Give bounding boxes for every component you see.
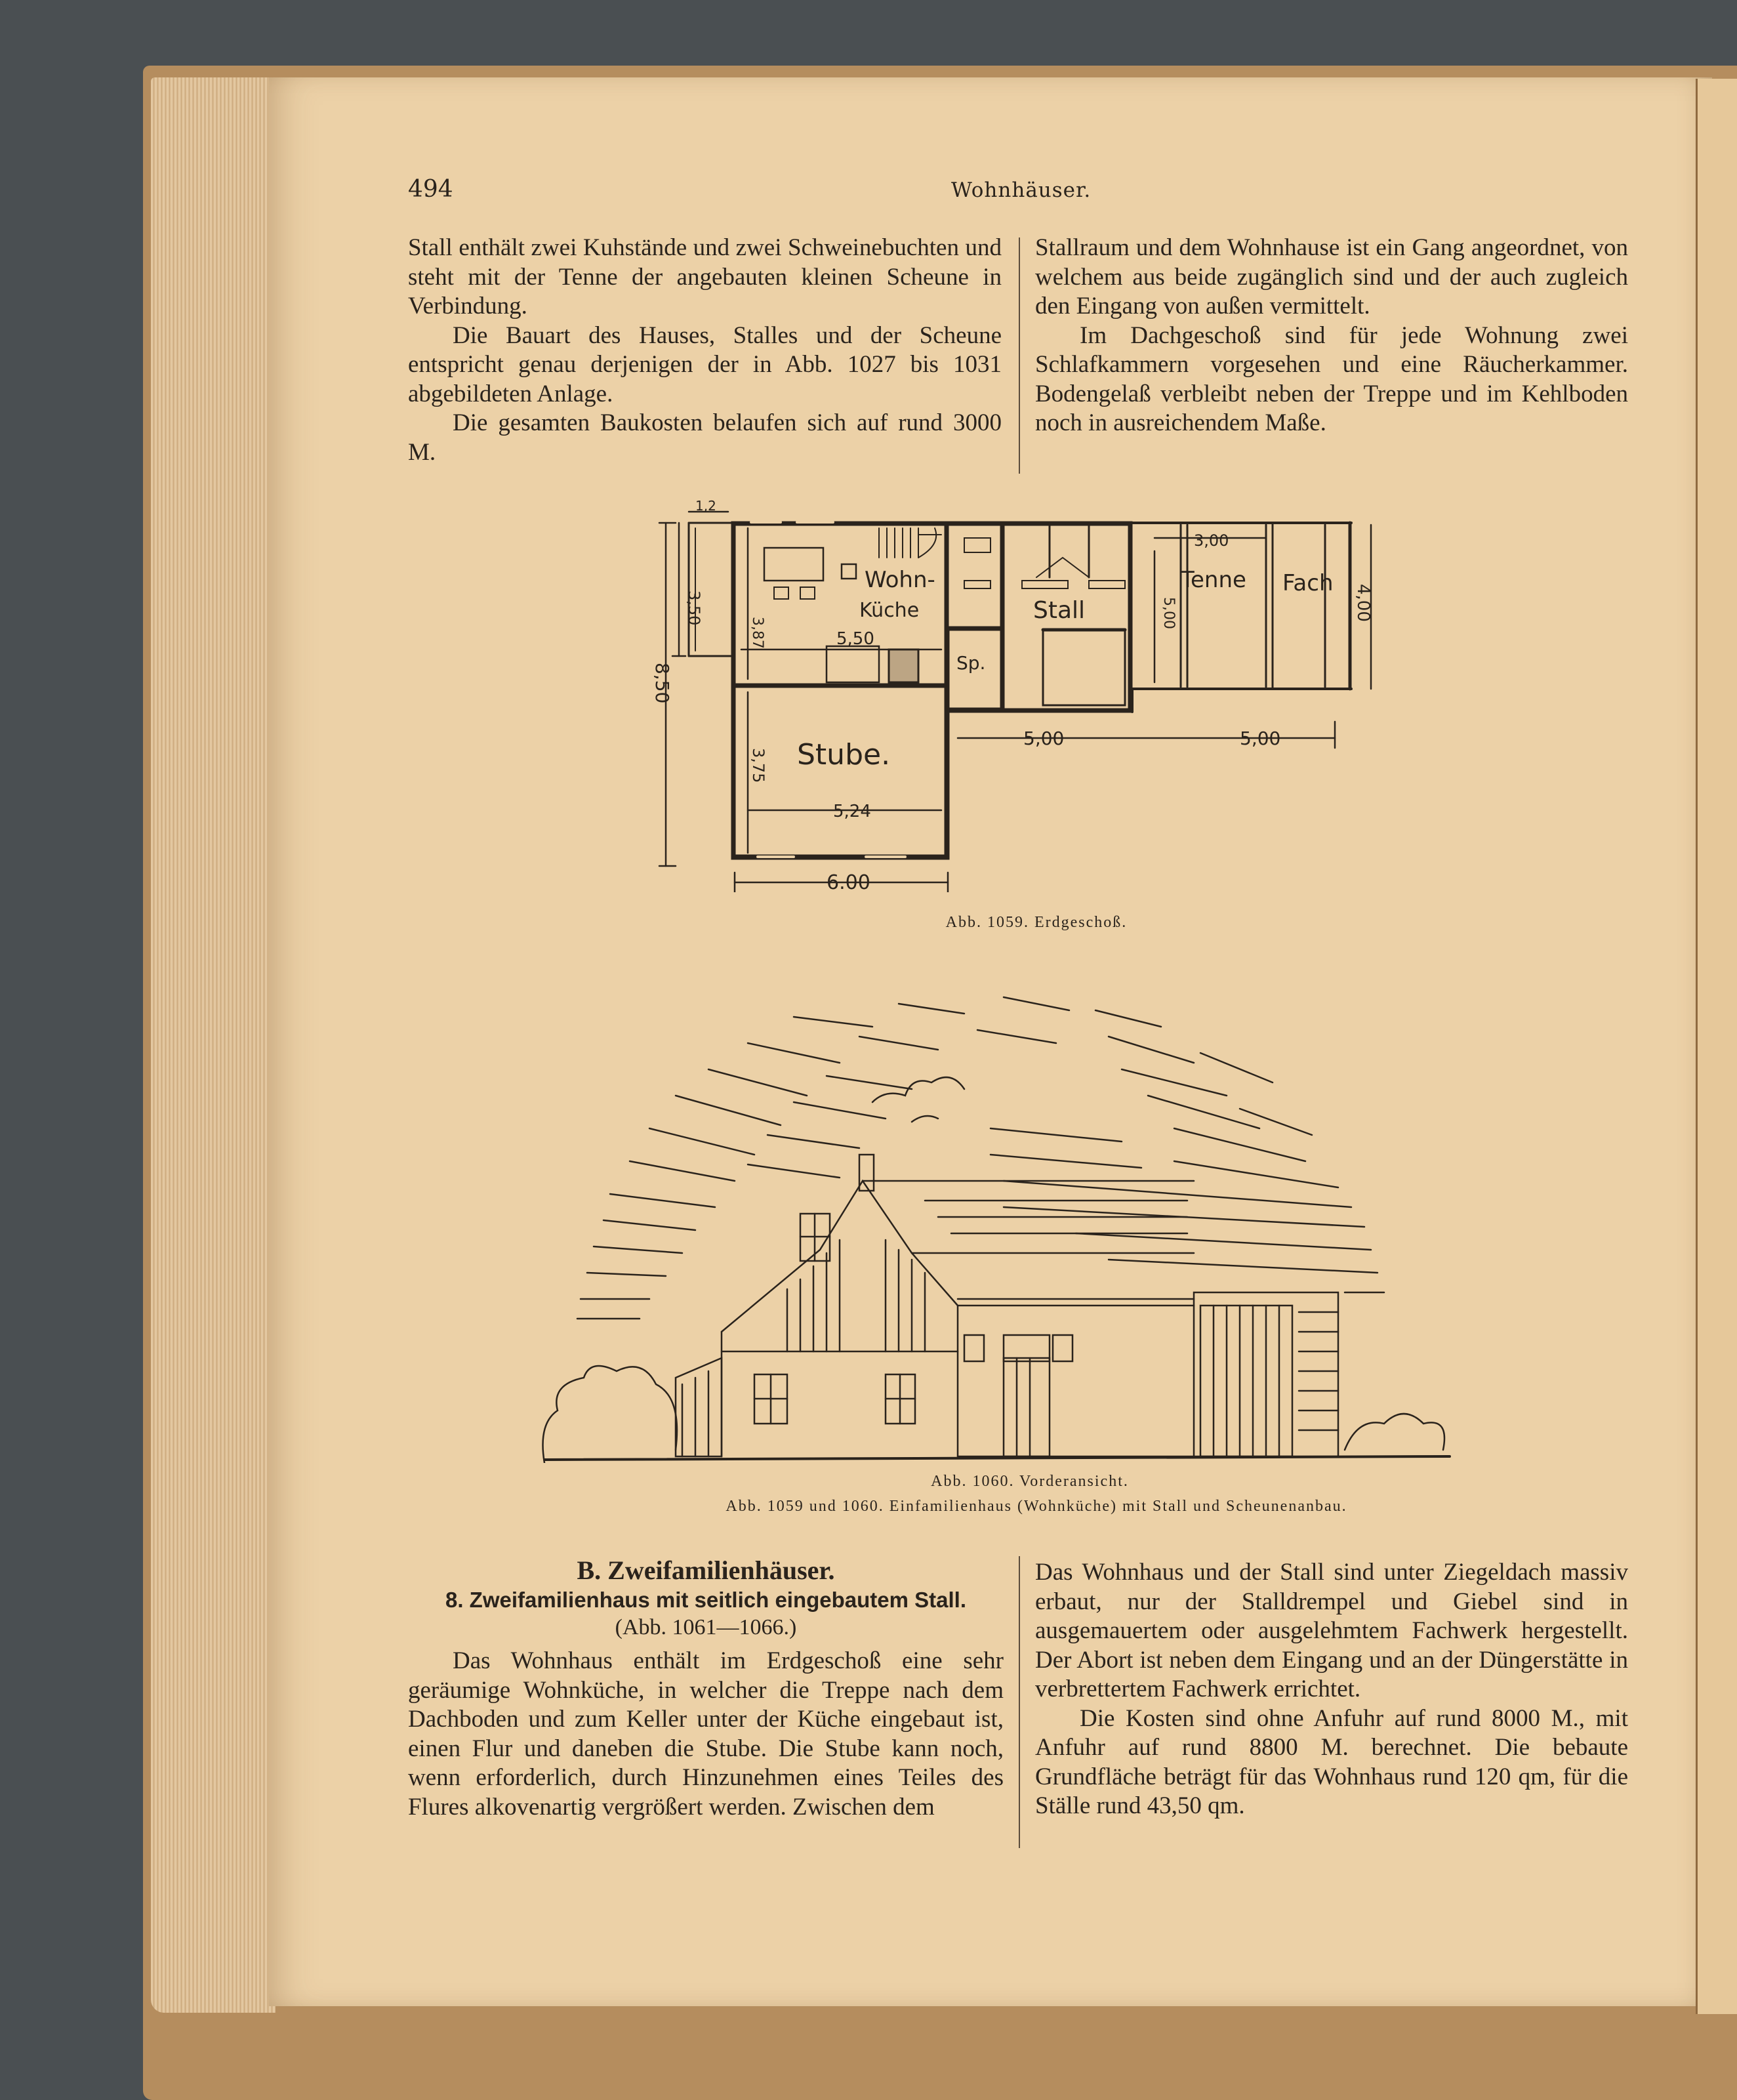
dimension-label: 3,00 [1194,531,1229,550]
paragraph: Die gesamten Baukosten belaufen sich auf rund 3000 M. [408,409,1002,466]
paragraph: Stallraum und dem Wohnhause ist ein Gang angeordnet, von welchem aus beide zugänglich sind und der auch zugleich den Eingang von außen vermittelt. [1035,234,1628,319]
running-title: Wohnhäuser. [951,178,1092,202]
page-number: 494 [408,176,453,203]
paragraph: Die Kosten sind ohne Anfuhr auf rund 8000 M., mit Anfuhr auf rund 8800 M. berechnet. Die bebaute Grundfläche beträgt für das Wohnhaus rund 120 qm, für die Ställe rund 43,50 qm. [1035,1704,1628,1819]
floor-plan-figure [643,499,1404,892]
room-label-stube: Stube. [797,738,891,772]
top-left-column [408,234,1002,467]
combined-caption: Abb. 1059 und 1060. Einfamilienhaus (Wohnküche) mit Stall und Scheunenanbau. [725,1498,1347,1515]
dimension-label: 8,50 [651,663,673,704]
dimension-label: 1,2 [695,499,716,514]
dimension-label: 4,00 [1353,584,1373,622]
section-subheading: 8. Zweifamilienhaus mit seitlich eingebautem Stall. [445,1588,967,1612]
dimension-label: 3,87 [749,617,766,649]
column-rule [1019,1556,1020,1848]
section-reference: (Abb. 1061—1066.) [615,1615,797,1639]
room-label-pantry: Sp. [956,652,986,674]
room-label-fach: Fach [1282,570,1334,596]
bottom-left-column [408,1647,1004,1822]
dimension-label: 3,50 [685,590,703,626]
dimension-label: 5,50 [836,629,874,649]
dimension-label: 6.00 [827,871,870,892]
bottom-right-column [1035,1558,1628,1821]
dimension-label: 5,00 [1240,728,1281,749]
dimension-label: 5,00 [1160,597,1177,629]
top-right-column [1035,234,1628,438]
room-label-kitchen-2: Küche [859,599,920,622]
figure-caption-1059: Abb. 1059. Erdgeschoß. [945,914,1128,931]
room-label-tenne: Tenne [1181,567,1246,593]
column-rule [1019,237,1020,474]
room-label-kitchen: Wohn- [865,567,935,593]
house-elevation-figure [531,991,1502,1463]
paragraph: Stall enthält zwei Kuhstände und zwei Schweinebuchten und steht mit der Tenne der angebauten kleinen Scheune in Verbindung. [408,234,1002,319]
paragraph: Im Dachgeschoß sind für jede Wohnung zwei Schlafkammern vorgesehen und eine Räucherkammer. Bodengelaß verbleibt neben der Treppe und im Kehlboden noch in ausreichendem Maße. [1035,321,1628,436]
dimension-label: 3,75 [749,748,767,783]
dimension-label: 5,00 [1023,728,1065,749]
dimension-label: 5,24 [833,802,871,821]
paragraph: Die Bauart des Hauses, Stalles und der Scheune entspricht genau derjenigen der in Abb. 1027 bis 1031 abgebildeten Anlage. [408,321,1002,407]
figure-caption-1060: Abb. 1060. Vorderansicht. [931,1473,1129,1490]
paragraph: Das Wohnhaus und der Stall sind unter Ziegeldach massiv erbaut, nur der Stalldrempel und Giebel sind in ausgemauertem oder ausgelehmtem Fachwerk hergestellt. Der Abort ist neben dem Eingang und an der Düngerstätte in verbrettertem Fachwerk errichtet. [1035,1559,1628,1702]
page-edges [151,77,276,2013]
section-heading: B. Zweifamilienhäuser. [577,1555,835,1585]
paragraph: Das Wohnhaus enthält im Erdgeschoß eine sehr geräumige Wohnküche, in welcher die Treppe nach dem Dachboden und zum Keller unter der Küche eingebaut ist, einen Flur und daneben die Stube. Die Stube kann noch, wenn erforderlich, durch Hinzunehmen eines Teiles des Flures alkovenartig vergrößert werden. Zwischen dem [408,1647,1004,1821]
room-label-stall: Stall [1033,597,1086,624]
next-page-edge [1696,79,1737,2014]
